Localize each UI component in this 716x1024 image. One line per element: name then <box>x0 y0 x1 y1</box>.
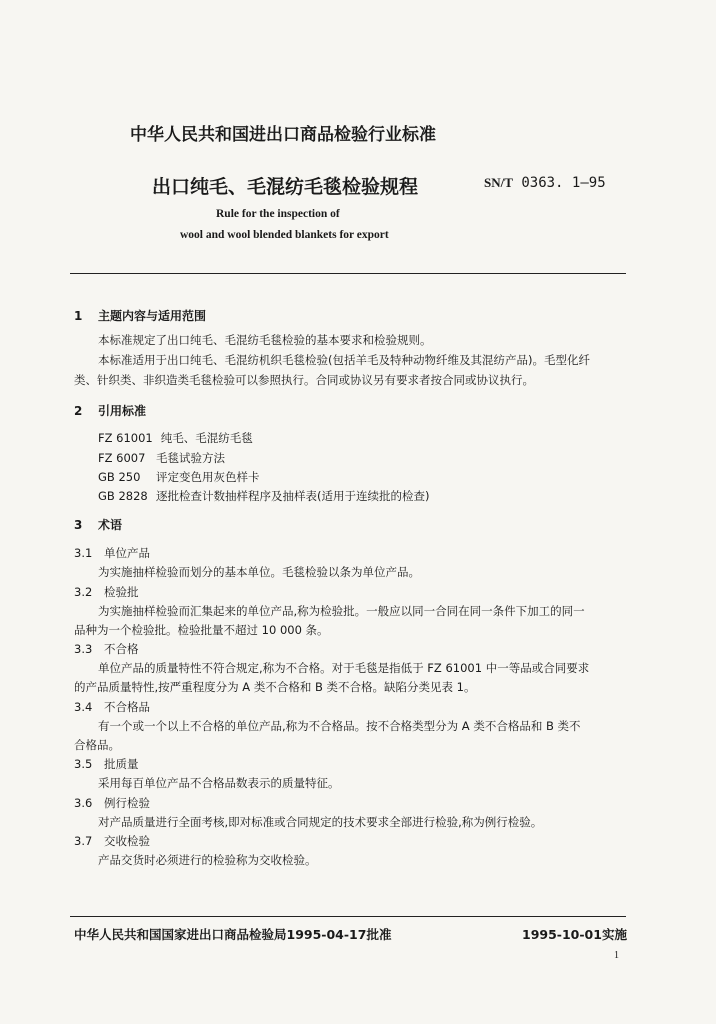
term-definition: 对产品质量进行全面考核,即对标准或合同规定的技术要求全部进行检验,称为例行检验。 <box>98 815 543 829</box>
section-title: 主题内容与适用范围 <box>98 309 207 323</box>
term-title: 不合格 <box>104 642 139 656</box>
approval-statement: 中华人民共和国国家进出口商品检验局1995-04-17批准 <box>74 927 392 942</box>
term-3-5-heading <box>74 756 139 772</box>
term-title: 不合格品 <box>104 700 150 714</box>
term-number: 3.2 <box>74 585 93 599</box>
effective-date: 1995-10-01实施 <box>522 927 627 942</box>
paragraph-continuation: 类、针织类、非织造类毛毯检验可以参照执行。合同或协议另有要求者按合同或协议执行。 <box>74 373 534 387</box>
term-definition: 采用每百单位产品不合格品数表示的质量特征。 <box>98 776 340 790</box>
section-2-heading <box>74 402 146 419</box>
term-number: 3.4 <box>74 700 93 714</box>
reference-code: FZ 6007 <box>98 451 146 465</box>
section-title: 引用标准 <box>98 404 147 418</box>
term-definition: 为实施抽样检验而汇集起来的单位产品,称为检验批。一般应以同一合同在同一条件下加工的同一 <box>98 604 585 618</box>
reference-name: 毛毯试验方法 <box>156 451 225 465</box>
reference-code: GB 250 <box>98 470 141 484</box>
term-3-7-heading <box>74 833 150 849</box>
english-title-line1: Rule for the inspection of <box>216 208 340 220</box>
page-number: 1 <box>614 950 619 961</box>
english-title-line2: wool and wool blended blankets for export <box>180 229 389 241</box>
reference-name: 纯毛、毛混纺毛毯 <box>160 431 253 445</box>
term-definition: 有一个或一个以上不合格的单位产品,称为不合格品。按不合格类型分为 A 类不合格品和 B 类不 <box>98 719 581 733</box>
section-title: 术语 <box>98 518 123 532</box>
section-3-heading <box>74 516 122 533</box>
standard-prefix: SN/T <box>484 175 513 190</box>
standard-number: 0363. 1—95 <box>521 175 606 191</box>
reference-code: GB 2828 <box>98 489 148 503</box>
reference-name: 评定变色用灰色样卡 <box>156 470 260 484</box>
standard-category-header: 中华人民共和国进出口商品检验行业标准 <box>130 125 436 145</box>
term-3-2-heading <box>74 584 139 600</box>
section-1-heading <box>74 307 206 324</box>
document-title: 出口纯毛、毛混纺毛毯检验规程 <box>152 176 419 198</box>
term-definition: 单位产品的质量特性不符合规定,称为不合格。对于毛毯是指低于 FZ 61001 中一等品或合同要求 <box>98 661 590 675</box>
term-title: 例行检验 <box>104 796 150 810</box>
term-3-3-heading <box>74 641 139 657</box>
reference-code: FZ 61001 <box>98 431 153 445</box>
footer-divider <box>70 916 626 917</box>
section-number: 2 <box>74 404 83 418</box>
term-definition: 为实施抽样检验而划分的基本单位。毛毯检验以条为单位产品。 <box>98 565 420 579</box>
term-number: 3.5 <box>74 757 93 771</box>
term-definition-continuation: 的产品质量特性,按严重程度分为 A 类不合格和 B 类不合格。缺陷分类见表 1。 <box>74 680 476 694</box>
header-divider <box>70 273 626 274</box>
reference-item <box>98 469 260 485</box>
term-title: 批质量 <box>104 757 139 771</box>
term-number: 3.1 <box>74 546 93 560</box>
paragraph: 本标准规定了出口纯毛、毛混纺毛毯检验的基本要求和检验规则。 <box>98 333 432 347</box>
term-number: 3.7 <box>74 834 93 848</box>
reference-name: 逐批检查计数抽样程序及抽样表(适用于连续批的检查) <box>156 489 430 503</box>
term-title: 检验批 <box>104 585 139 599</box>
section-number: 3 <box>74 518 83 532</box>
term-3-6-heading <box>74 795 150 811</box>
term-definition-continuation: 合格品。 <box>74 738 120 752</box>
term-definition-continuation: 品种为一个检验批。检验批量不超过 10 000 条。 <box>74 623 329 637</box>
section-number: 1 <box>74 309 83 323</box>
reference-item <box>98 450 225 466</box>
reference-item <box>98 488 429 504</box>
term-title: 单位产品 <box>104 546 150 560</box>
paragraph: 本标准适用于出口纯毛、毛混纺机织毛毯检验(包括羊毛及特种动物纤维及其混纺产品)。毛型化纤 <box>98 353 590 367</box>
term-number: 3.6 <box>74 796 93 810</box>
term-definition: 产品交货时必须进行的检验称为交收检验。 <box>98 853 317 867</box>
term-3-4-heading <box>74 699 150 715</box>
standard-code <box>484 175 606 191</box>
term-3-1-heading <box>74 545 150 561</box>
reference-item <box>98 430 253 446</box>
term-number: 3.3 <box>74 642 93 656</box>
term-title: 交收检验 <box>104 834 150 848</box>
